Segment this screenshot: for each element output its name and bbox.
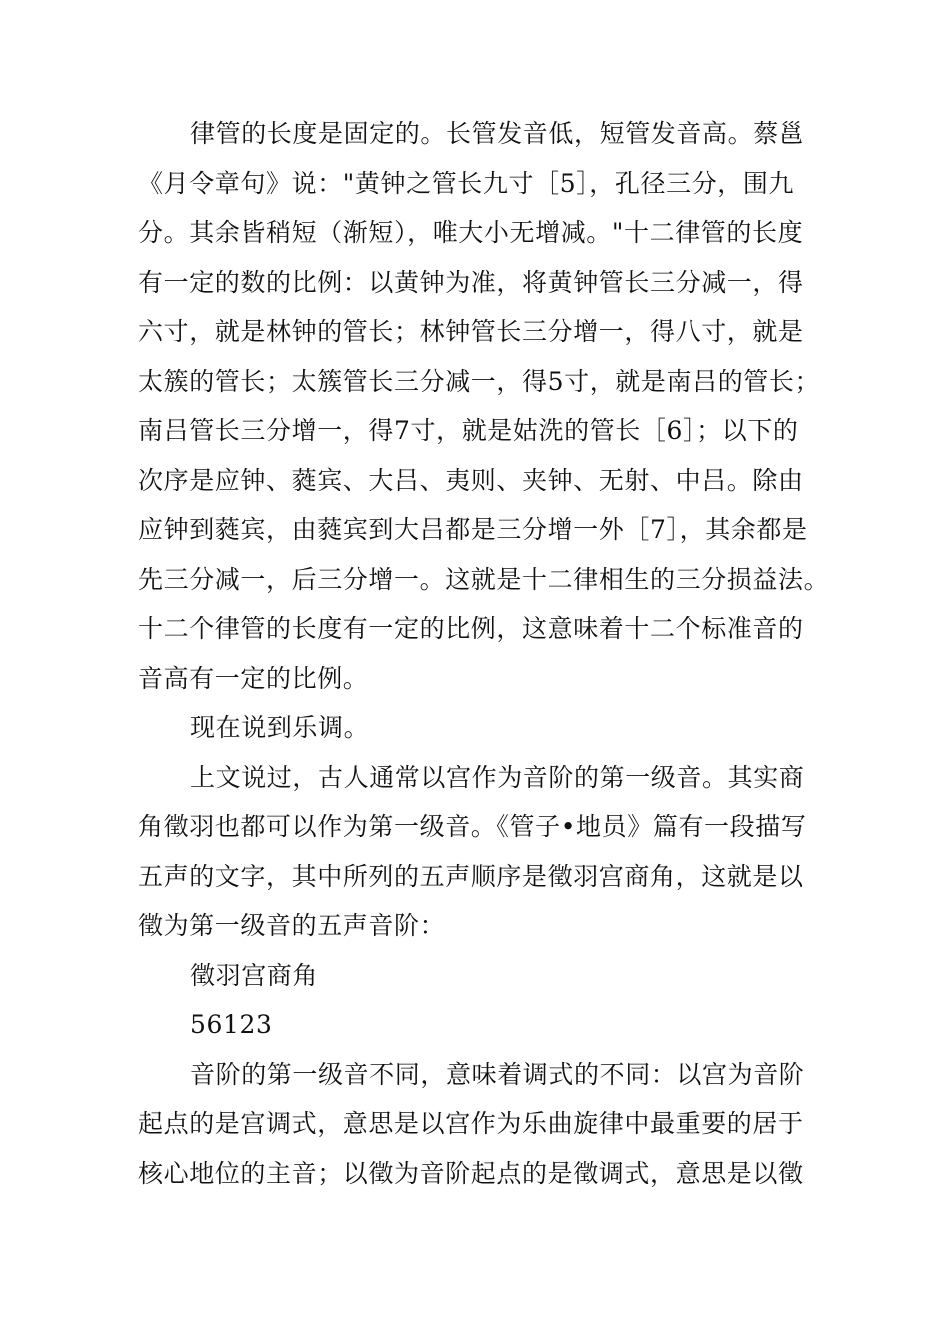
paragraph-line: 次序是应钟、蕤宾、大吕、夷则、夹钟、无射、中吕。除由 [138,466,804,495]
paragraph-line: 核心地位的主音；以徵为音阶起点的是徵调式，意思是以徵 [138,1159,804,1188]
paragraph-line: 五声的文字，其中所列的五声顺序是徵羽宫商角，这就是以 [138,862,804,891]
paragraph-line: 角徵羽也都可以作为第一级音。《管子•地员》篇有一段描写 [138,812,807,841]
paragraph-line: 分。其余皆稍短（渐短），唯大小无增减。"十二律管的长度 [138,218,804,247]
paragraph-line: 应钟到蕤宾，由蕤宾到大吕都是三分增一外［7］，其余都是 [138,515,808,544]
paragraph-line: 音阶的第一级音不同，意味着调式的不同：以宫为音阶 [190,1060,805,1089]
paragraph-line: 六寸，就是林钟的管长；林钟管长三分增一，得八寸，就是 [138,317,804,346]
paragraph-line: 音高有一定的比例。 [138,664,369,693]
paragraph-line: 太簇的管长；太簇管长三分减一，得5寸，就是南吕的管长； [138,367,821,396]
scale-names-line: 徵羽宫商角 [190,961,319,990]
paragraph-line: 现在说到乐调。 [190,713,370,742]
paragraph-line: 十二个律管的长度有一定的比例，这意味着十二个标准音的 [138,614,804,643]
paragraph-line: 先三分减一，后三分增一。这就是十二律相生的三分损益法。 [138,565,830,594]
paragraph-line: 徵为第一级音的五声音阶： [138,911,446,940]
paragraph-line: 上文说过，古人通常以宫作为音阶的第一级音。其实商 [190,763,805,792]
paragraph-line: 起点的是宫调式，意思是以宫作为乐曲旋律中最重要的居于 [138,1109,804,1138]
paragraph-line: 有一定的数的比例：以黄钟为准，将黄钟管长三分减一，得 [138,268,804,297]
paragraph-line: 律管的长度是固定的。长管发音低，短管发音高。蔡邕 [190,119,805,148]
scale-numbers-line: 56123 [190,1010,273,1039]
paragraph-line: 《月令章句》说："黄钟之管长九寸［5］，孔径三分，围九 [138,169,795,198]
paragraph-line: 南吕管长三分增一，得7寸，就是姑洗的管长［6］；以下的 [138,416,799,445]
